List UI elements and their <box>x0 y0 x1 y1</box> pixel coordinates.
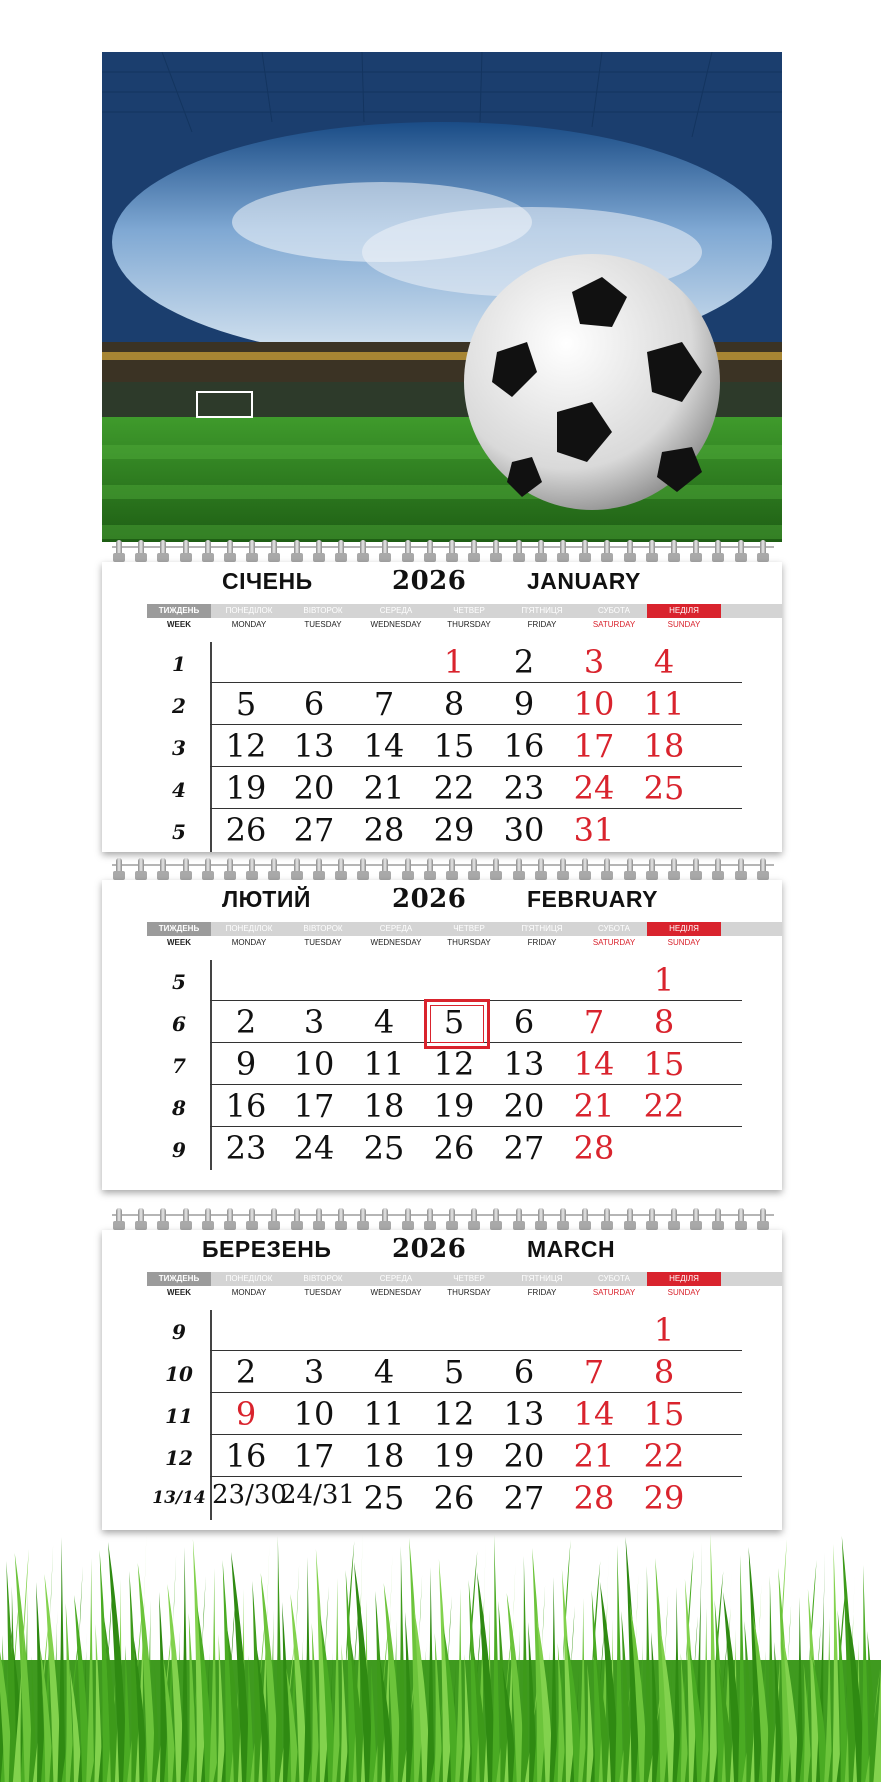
week-number: 1 <box>172 652 186 676</box>
calendar-day[interactable]: 21 <box>573 1087 615 1125</box>
binding-ring <box>760 540 766 562</box>
calendar-day[interactable]: 16 <box>503 727 545 765</box>
binding-ring <box>538 1208 544 1230</box>
weekday-label-ua: П'ЯТНИЦЯ <box>521 1274 563 1283</box>
calendar-day[interactable]: 28 <box>363 811 405 849</box>
weekday-label-en: MONDAY <box>231 620 267 629</box>
binding-ring <box>183 540 189 562</box>
weekday-label-en: SATURDAY <box>592 620 636 629</box>
month-title-bar <box>102 562 782 602</box>
weekday-label-ua: ВІВТОРОК <box>303 924 343 933</box>
calendar-day[interactable]: 26 <box>433 1129 475 1167</box>
binding-ring <box>138 858 144 880</box>
month-name-ua: СІЧЕНЬ <box>222 568 313 594</box>
weekday-label-en: WEDNESDAY <box>370 1288 422 1297</box>
binding-ring <box>294 1208 300 1230</box>
binding-ring <box>649 858 655 880</box>
calendar-day[interactable]: 13 <box>293 727 335 765</box>
stadium-photo <box>102 52 782 542</box>
binding-ring <box>271 858 277 880</box>
weekday-label-ua: ЧЕТВЕР <box>453 924 485 933</box>
calendar-day[interactable]: 31 <box>573 811 615 849</box>
month-name-en: JANUARY <box>527 568 641 594</box>
binding-ring <box>116 540 122 562</box>
binding-ring <box>271 1208 277 1230</box>
calendar-day[interactable]: 9 <box>513 685 535 723</box>
calendar-day[interactable]: 1 <box>443 643 465 681</box>
binding-ring <box>516 540 522 562</box>
week-number: 2 <box>172 694 186 718</box>
calendar-day[interactable]: 29 <box>433 811 475 849</box>
binding-ring <box>560 1208 566 1230</box>
weekday-label-en: SUNDAY <box>667 1288 701 1297</box>
binding-ring <box>449 540 455 562</box>
binding-ring <box>760 1208 766 1230</box>
binding-ring <box>493 540 499 562</box>
weekday-label-ua: НЕДІЛЯ <box>647 1272 721 1286</box>
binding-ring <box>160 540 166 562</box>
calendar-day[interactable]: 15 <box>643 1045 685 1083</box>
calendar-day[interactable]: 3 <box>303 1353 325 1391</box>
weekday-label-en: THURSDAY <box>447 1288 491 1297</box>
calendar-day[interactable]: 11 <box>643 685 685 723</box>
binding-ring <box>382 1208 388 1230</box>
month-name-ua: ЛЮТИЙ <box>222 886 311 912</box>
week-number: 8 <box>172 1096 186 1120</box>
binding-ring <box>738 540 744 562</box>
calendar-day[interactable]: 28 <box>573 1129 615 1167</box>
calendar-day[interactable]: 26 <box>225 811 267 849</box>
weekday-label-ua: НЕДІЛЯ <box>647 604 721 618</box>
calendar-day[interactable]: 3 <box>583 643 605 681</box>
binding-ring <box>627 1208 633 1230</box>
binding-ring <box>516 1208 522 1230</box>
calendar-day[interactable]: 10 <box>293 1395 335 1433</box>
weekday-label-ua: ЧЕТВЕР <box>453 606 485 615</box>
binding-ring <box>715 858 721 880</box>
calendar-day[interactable]: 24 <box>293 1129 335 1167</box>
weekday-label-en: FRIDAY <box>527 1288 557 1297</box>
calendar-day[interactable]: 7 <box>583 1353 605 1391</box>
weekday-label-ua: ПОНЕДІЛОК <box>225 924 273 933</box>
weekday-label-en: THURSDAY <box>447 620 491 629</box>
calendar-day[interactable]: 17 <box>573 727 615 765</box>
binding-ring <box>604 1208 610 1230</box>
binding-ring <box>427 858 433 880</box>
calendar-day[interactable]: 23/30 <box>212 1480 287 1510</box>
binding-ring <box>693 1208 699 1230</box>
calendar-day[interactable]: 19 <box>433 1437 475 1475</box>
weekday-header-en <box>147 938 782 952</box>
spiral-binding <box>112 858 774 882</box>
week-header-ua: ТИЖДЕНЬ <box>147 922 211 936</box>
binding-ring <box>160 858 166 880</box>
binding-ring <box>316 1208 322 1230</box>
month-panel-february <box>102 880 782 1190</box>
binding-ring <box>382 858 388 880</box>
binding-ring <box>205 1208 211 1230</box>
calendar-day[interactable]: 8 <box>443 685 465 723</box>
calendar-day[interactable]: 14 <box>573 1395 615 1433</box>
row-divider-line <box>210 1476 742 1477</box>
today-highlight-frame <box>424 999 490 1049</box>
binding-ring <box>715 540 721 562</box>
week-header-en: WEEK <box>167 938 191 947</box>
week-number: 10 <box>165 1362 193 1386</box>
calendar-day[interactable]: 6 <box>513 1003 535 1041</box>
binding-ring <box>116 1208 122 1230</box>
binding-ring <box>560 858 566 880</box>
weekday-header-en <box>147 620 782 634</box>
week-header-en: WEEK <box>167 620 191 629</box>
year-label: 2026 <box>392 884 467 914</box>
binding-ring <box>183 858 189 880</box>
calendar-day[interactable]: 11 <box>363 1045 405 1083</box>
calendar-day[interactable]: 16 <box>225 1437 267 1475</box>
spiral-binding <box>112 1208 774 1232</box>
binding-ring <box>382 540 388 562</box>
weekday-label-ua: П'ЯТНИЦЯ <box>521 924 563 933</box>
binding-ring <box>205 858 211 880</box>
binding-ring <box>604 540 610 562</box>
calendar-day[interactable]: 25 <box>643 769 685 807</box>
calendar-day[interactable]: 13 <box>503 1395 545 1433</box>
month-title-bar <box>102 1230 782 1270</box>
row-divider-line <box>210 1392 742 1393</box>
week-number: 6 <box>172 1012 186 1036</box>
calendar-day[interactable]: 7 <box>373 685 395 723</box>
calendar-day[interactable]: 22 <box>433 769 475 807</box>
calendar-day[interactable]: 6 <box>513 1353 535 1391</box>
binding-ring <box>227 540 233 562</box>
calendar-day[interactable]: 5 <box>443 1003 465 1041</box>
weekday-label-ua: ВІВТОРОК <box>303 606 343 615</box>
calendar-day[interactable]: 22 <box>643 1087 685 1125</box>
binding-ring <box>338 1208 344 1230</box>
weekday-label-en: TUESDAY <box>304 938 342 947</box>
calendar-day[interactable]: 11 <box>363 1395 405 1433</box>
binding-ring <box>360 1208 366 1230</box>
week-number: 9 <box>172 1320 186 1344</box>
weekday-label-ua: ПОНЕДІЛОК <box>225 1274 273 1283</box>
binding-ring <box>405 858 411 880</box>
binding-ring <box>493 858 499 880</box>
binding-ring <box>671 540 677 562</box>
calendar-day[interactable]: 5 <box>235 685 257 723</box>
calendar-day[interactable]: 19 <box>433 1087 475 1125</box>
calendar-day[interactable]: 25 <box>363 1479 405 1517</box>
week-number: 4 <box>172 778 186 802</box>
calendar-day[interactable]: 5 <box>443 1353 465 1391</box>
month-panel-january <box>102 562 782 852</box>
week-number: 5 <box>172 820 186 844</box>
calendar-day[interactable]: 18 <box>643 727 685 765</box>
calendar-day[interactable]: 16 <box>225 1087 267 1125</box>
calendar-day[interactable]: 17 <box>293 1087 335 1125</box>
calendar-day[interactable]: 4 <box>373 1003 395 1041</box>
calendar-day[interactable]: 8 <box>653 1353 675 1391</box>
calendar-day[interactable]: 20 <box>293 769 335 807</box>
binding-ring <box>227 1208 233 1230</box>
binding-ring <box>360 540 366 562</box>
month-name-en: FEBRUARY <box>527 886 658 912</box>
binding-ring <box>582 858 588 880</box>
binding-ring <box>604 858 610 880</box>
binding-ring <box>449 858 455 880</box>
binding-ring <box>338 858 344 880</box>
calendar-day[interactable]: 27 <box>293 811 335 849</box>
binding-ring <box>627 540 633 562</box>
binding-ring <box>160 1208 166 1230</box>
calendar-day[interactable]: 8 <box>653 1003 675 1041</box>
calendar-day[interactable]: 15 <box>643 1395 685 1433</box>
binding-ring <box>538 858 544 880</box>
calendar-day[interactable]: 23 <box>503 769 545 807</box>
weekday-label-en: MONDAY <box>231 1288 267 1297</box>
binding-ring <box>560 540 566 562</box>
calendar-day[interactable]: 1 <box>653 1311 675 1349</box>
row-divider-line <box>210 1084 742 1085</box>
calendar-day[interactable]: 25 <box>363 1129 405 1167</box>
calendar-day[interactable]: 2 <box>513 643 535 681</box>
weekday-label-en: FRIDAY <box>527 938 557 947</box>
weekday-label-en: FRIDAY <box>527 620 557 629</box>
binding-ring <box>205 540 211 562</box>
calendar-day[interactable]: 10 <box>293 1045 335 1083</box>
calendar-day[interactable]: 12 <box>225 727 267 765</box>
week-header-ua: ТИЖДЕНЬ <box>147 604 211 618</box>
calendar-day[interactable]: 10 <box>573 685 615 723</box>
calendar-day[interactable]: 2 <box>235 1003 257 1041</box>
weekday-header-ua <box>147 604 782 618</box>
year-label: 2026 <box>392 1234 467 1264</box>
weekday-label-ua: СЕРЕДА <box>379 924 413 933</box>
calendar-day[interactable]: 14 <box>363 727 405 765</box>
binding-ring <box>316 540 322 562</box>
calendar-day[interactable]: 2 <box>235 1353 257 1391</box>
weekday-header-en <box>147 1288 782 1302</box>
row-divider-line <box>210 1126 742 1127</box>
binding-ring <box>116 858 122 880</box>
calendar-day[interactable]: 21 <box>573 1437 615 1475</box>
calendar-day[interactable]: 27 <box>503 1129 545 1167</box>
row-divider-line <box>210 766 742 767</box>
binding-ring <box>427 1208 433 1230</box>
weekday-label-ua: СЕРЕДА <box>379 606 413 615</box>
grass-illustration <box>0 1510 881 1782</box>
row-divider-line <box>210 1350 742 1351</box>
calendar-day[interactable]: 21 <box>363 769 405 807</box>
binding-ring <box>249 540 255 562</box>
binding-ring <box>693 540 699 562</box>
grass-blade <box>492 1535 500 1782</box>
binding-ring <box>183 1208 189 1230</box>
binding-ring <box>138 1208 144 1230</box>
week-number: 5 <box>172 970 186 994</box>
calendar-day[interactable]: 9 <box>235 1395 257 1433</box>
week-number: 11 <box>165 1404 193 1428</box>
binding-ring <box>671 858 677 880</box>
calendar-day[interactable]: 17 <box>293 1437 335 1475</box>
week-header-en: WEEK <box>167 1288 191 1297</box>
calendar-day[interactable]: 18 <box>363 1437 405 1475</box>
row-divider-line <box>210 808 742 809</box>
weekday-label-en: THURSDAY <box>447 938 491 947</box>
calendar-day[interactable]: 28 <box>573 1479 615 1517</box>
binding-ring <box>249 858 255 880</box>
week-number: 9 <box>172 1138 186 1162</box>
week-number: 12 <box>165 1446 193 1470</box>
binding-ring <box>627 858 633 880</box>
week-header-ua: ТИЖДЕНЬ <box>147 1272 211 1286</box>
binding-ring <box>582 540 588 562</box>
month-name-en: MARCH <box>527 1236 616 1262</box>
binding-ring <box>294 540 300 562</box>
binding-ring <box>427 540 433 562</box>
weekday-label-en: TUESDAY <box>304 620 342 629</box>
row-divider-line <box>210 682 742 683</box>
binding-ring <box>738 858 744 880</box>
weekday-label-en: WEDNESDAY <box>370 938 422 947</box>
calendar-day[interactable]: 22 <box>643 1437 685 1475</box>
binding-ring <box>649 540 655 562</box>
grass-blade <box>275 1536 283 1782</box>
weekday-label-en: WEDNESDAY <box>370 620 422 629</box>
weekday-label-en: TUESDAY <box>304 1288 342 1297</box>
weekday-label-ua: СЕРЕДА <box>379 1274 413 1283</box>
weekday-label-ua: ВІВТОРОК <box>303 1274 343 1283</box>
calendar-day[interactable]: 27 <box>503 1479 545 1517</box>
weekday-label-ua: СУБОТА <box>598 924 630 933</box>
calendar-day[interactable]: 24 <box>573 769 615 807</box>
binding-ring <box>449 1208 455 1230</box>
binding-ring <box>582 1208 588 1230</box>
month-name-ua: БЕРЕЗЕНЬ <box>202 1236 332 1262</box>
calendar-day[interactable]: 7 <box>583 1003 605 1041</box>
weekday-label-ua: ПОНЕДІЛОК <box>225 606 273 615</box>
weekday-label-ua: СУБОТА <box>598 606 630 615</box>
calendar-day[interactable]: 14 <box>573 1045 615 1083</box>
weekday-label-en: SATURDAY <box>592 938 636 947</box>
binding-ring <box>405 540 411 562</box>
calendar-day[interactable]: 6 <box>303 685 325 723</box>
weekday-label-en: SUNDAY <box>667 938 701 947</box>
binding-ring <box>715 1208 721 1230</box>
binding-ring <box>493 1208 499 1230</box>
calendar-day[interactable]: 3 <box>303 1003 325 1041</box>
weekday-label-ua: СУБОТА <box>598 1274 630 1283</box>
binding-ring <box>538 540 544 562</box>
weekday-label-ua: ЧЕТВЕР <box>453 1274 485 1283</box>
calendar-day[interactable]: 1 <box>653 961 675 999</box>
binding-ring <box>138 540 144 562</box>
binding-ring <box>316 858 322 880</box>
binding-ring <box>671 1208 677 1230</box>
binding-ring <box>471 858 477 880</box>
weekday-label-en: MONDAY <box>231 938 267 947</box>
calendar-day[interactable]: 12 <box>433 1395 475 1433</box>
binding-ring <box>405 1208 411 1230</box>
binding-ring <box>249 1208 255 1230</box>
weekday-header-ua <box>147 922 782 936</box>
binding-ring <box>227 858 233 880</box>
calendar-day[interactable]: 4 <box>653 643 675 681</box>
binding-ring <box>649 1208 655 1230</box>
row-divider-line <box>210 1434 742 1435</box>
week-number: 13/14 <box>152 1488 206 1508</box>
binding-ring <box>360 858 366 880</box>
weekday-label-en: SUNDAY <box>667 620 701 629</box>
month-panel-march <box>102 1230 782 1530</box>
binding-ring <box>693 858 699 880</box>
calendar-day[interactable]: 26 <box>433 1479 475 1517</box>
weekday-label-ua: НЕДІЛЯ <box>647 922 721 936</box>
calendar-day[interactable]: 23 <box>225 1129 267 1167</box>
calendar-day[interactable]: 29 <box>643 1479 685 1517</box>
week-number: 3 <box>172 736 186 760</box>
calendar-day[interactable]: 9 <box>235 1045 257 1083</box>
binding-ring <box>471 1208 477 1230</box>
week-number: 7 <box>172 1054 186 1078</box>
binding-ring <box>516 858 522 880</box>
weekday-label-en: SATURDAY <box>592 1288 636 1297</box>
calendar-day[interactable]: 19 <box>225 769 267 807</box>
calendar-day[interactable]: 30 <box>503 811 545 849</box>
calendar-day[interactable]: 20 <box>503 1437 545 1475</box>
row-divider-line <box>210 724 742 725</box>
calendar-day[interactable]: 12 <box>433 1045 475 1083</box>
binding-ring <box>471 540 477 562</box>
binding-ring <box>271 540 277 562</box>
grass-blade <box>58 1537 66 1782</box>
calendar-day[interactable]: 18 <box>363 1087 405 1125</box>
binding-ring <box>294 858 300 880</box>
calendar-day[interactable]: 13 <box>503 1045 545 1083</box>
weekday-header-ua <box>147 1272 782 1286</box>
spiral-binding <box>112 540 774 564</box>
calendar-day[interactable]: 24/31 <box>280 1480 355 1510</box>
calendar-day[interactable]: 15 <box>433 727 475 765</box>
weekday-label-ua: П'ЯТНИЦЯ <box>521 606 563 615</box>
month-title-bar <box>102 880 782 920</box>
binding-ring <box>760 858 766 880</box>
year-label: 2026 <box>392 566 467 596</box>
binding-ring <box>738 1208 744 1230</box>
binding-ring <box>338 540 344 562</box>
calendar-day[interactable]: 20 <box>503 1087 545 1125</box>
calendar-day[interactable]: 4 <box>373 1353 395 1391</box>
